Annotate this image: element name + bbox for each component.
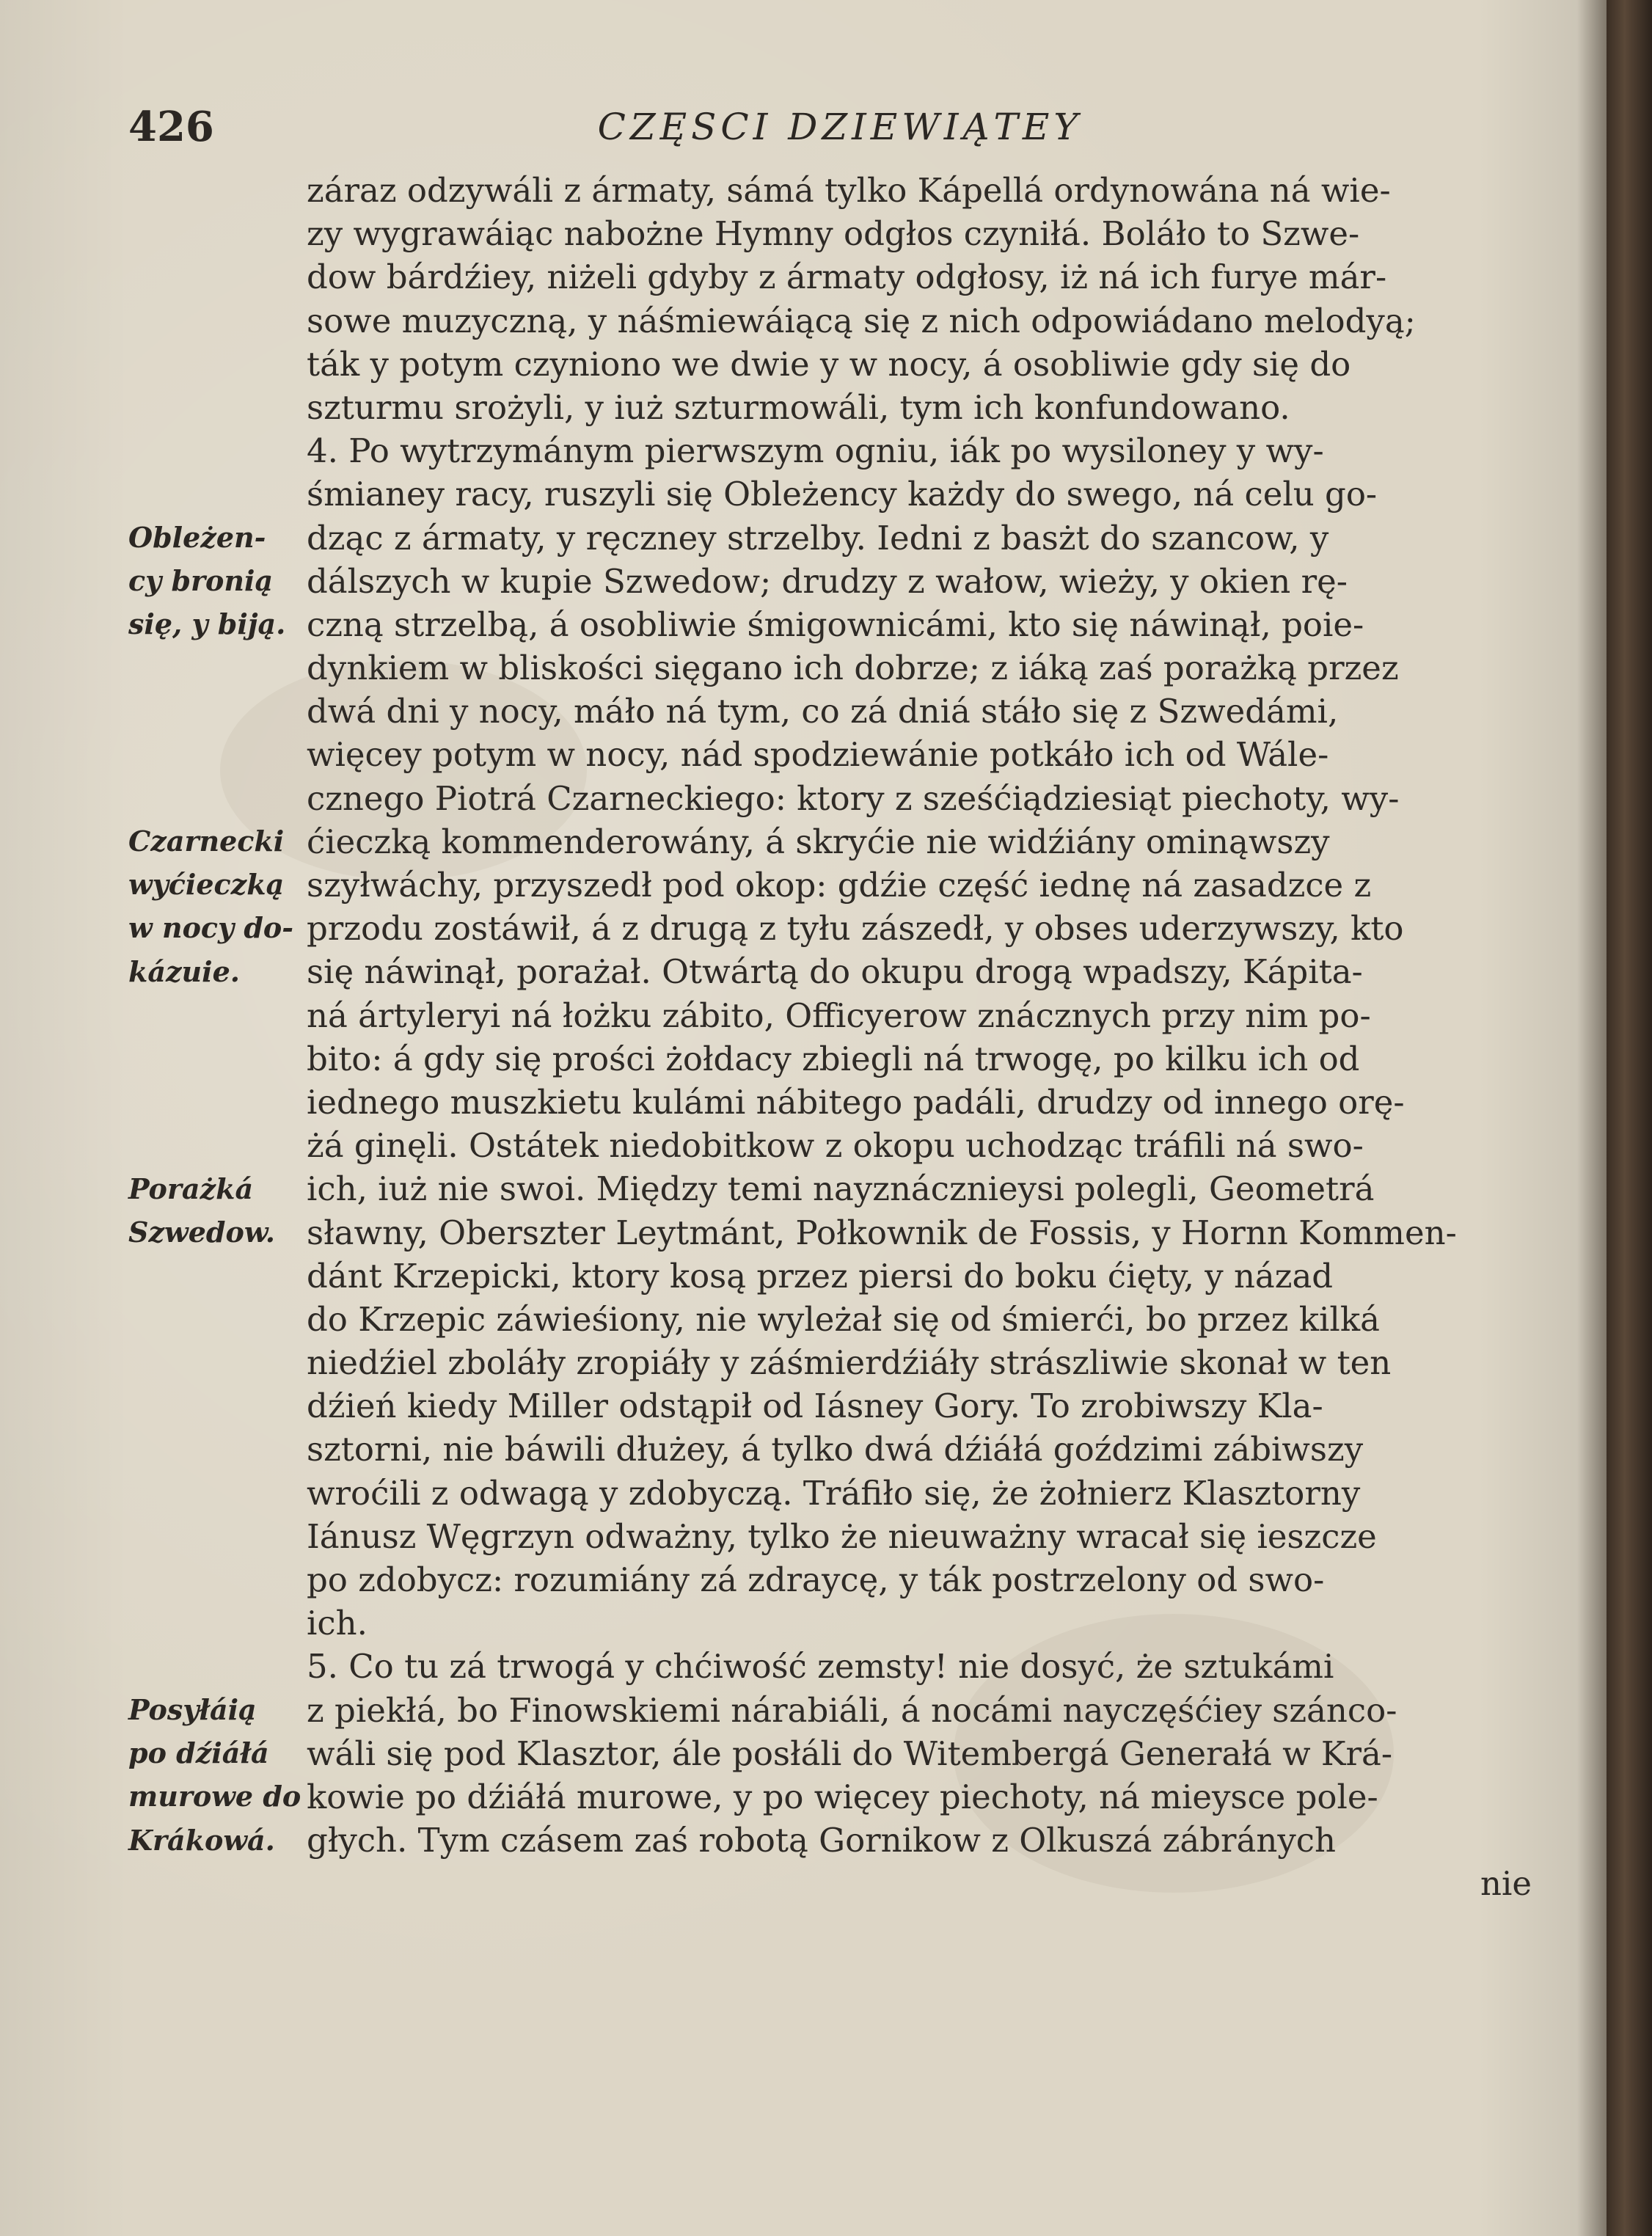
body-text <box>307 169 1532 1906</box>
text-line: żá ginęli. Ostátek niedobitkow z okopu uchodząc tráfili ná swo- <box>307 1126 1364 1166</box>
margin-note-line: się, y biją. <box>128 607 286 641</box>
margin-note-line: Obleżen- <box>128 521 266 554</box>
margin-note-obleze <box>128 516 304 646</box>
page-number: 426 <box>128 103 214 151</box>
text-line: głych. Tym czásem zaś robotą Gornikow z Olkuszá zábránych <box>307 1821 1336 1860</box>
running-title: CZĘSCI DZIEWIĄTEY <box>597 106 1083 148</box>
text-line: 5. Co tu zá trwogá y chćiwość zemsty! nie dosyć, że sztukámi <box>307 1647 1334 1687</box>
text-line: sławny, Oberszter Leytmánt, Połkownik de Fossis, y Hornn Kommen- <box>307 1213 1457 1252</box>
catchword: nie <box>1480 1864 1532 1904</box>
text-line: sowe muzyczną, y náśmiewáiącą się z nich odpowiádano melodyą; <box>307 301 1416 340</box>
text-line: z piekłá, bo Finowskiemi nárabiáli, á nocámi nayczęśćiey szánco- <box>307 1690 1397 1730</box>
margin-note-posylaja <box>128 1688 304 1862</box>
text-line: záraz odzywáli z ármaty, sámá tylko Kápellá ordynowána ná wie- <box>307 171 1391 210</box>
text-line: 4. Po wytrzymánym pierwszym ogniu, iák po wysiloney y wy- <box>307 431 1324 471</box>
margin-note-line: po dźiáłá <box>128 1736 269 1770</box>
text-line: więcey potym w nocy, nád spodziewánie potkáło ich od Wále- <box>307 735 1329 775</box>
text-line: wroćili z odwagą y zdobyczą. Tráfiło się, że żołnierz Klasztorny <box>307 1473 1361 1513</box>
text-line: dząc z ármaty, y ręczney strzelby. Iedni z basżt do szancow, y <box>307 518 1329 558</box>
text-line: ná ártyleryi ná łożku zábito, Officyerow znácznych przy nim po- <box>307 995 1371 1035</box>
text-line: ich. <box>307 1604 368 1643</box>
text-line: ták y potym czyniono we dwie y w nocy, á osobliwie gdy się do <box>307 344 1351 384</box>
running-head <box>128 103 1552 161</box>
margin-note-line: cy bronią <box>128 564 274 598</box>
margin-note-line: wyćieczką <box>128 868 285 902</box>
margin-note-line: Posyłáią <box>128 1693 257 1726</box>
text-line: Iánusz Węgrzyn odważny, tylko że nieuważny wracał się ieszcze <box>307 1516 1377 1556</box>
text-line: dźień kiedy Miller odstąpił od Iásney Gory. To zrobiwszy Kla- <box>307 1386 1323 1426</box>
text-line: dynkiem w bliskości sięgano ich dobrze; z iáką zaś porażką przez <box>307 648 1399 688</box>
text-line: do Krzepic záwieśiony, nie wyleżał się od śmierći, bo przez kilká <box>307 1299 1380 1339</box>
text-line: dálszych w kupie Szwedow; drudzy z wałow, wieży, y okien rę- <box>307 561 1348 601</box>
text-line: cznego Piotrá Czarneckiego: ktory z sześćiądziesiąt piechoty, wy- <box>307 778 1400 818</box>
text-line: wáli się pod Klasztor, ále posłáli do Witembergá Generałá w Krá- <box>307 1733 1393 1773</box>
margin-note-line: Czarnecki <box>128 825 285 858</box>
text-line: sztorni, nie báwili dłużey, á tylko dwá dźiáłá goździmi zábiwszy <box>307 1430 1364 1469</box>
text-line: niedźiel zboláły zropiáły y záśmierdźiáły strászliwie skonał w ten <box>307 1343 1392 1383</box>
adjacent-page-edge <box>1607 0 1652 2236</box>
text-line: zy wygrawáiąc nabożne Hymny odgłos czyniłá. Boláło to Szwe- <box>307 214 1360 254</box>
text-line: dow bárdźiey, niżeli gdyby z ármaty odgłosy, iż ná ich furye már- <box>307 257 1387 297</box>
page-gutter-shadow <box>1577 0 1607 2236</box>
margin-note-line: kázuie. <box>128 954 240 988</box>
margin-note-line: Porażká <box>128 1172 254 1205</box>
text-line: iednego muszkietu kulámi nábitego padáli, drudzy od innego orę- <box>307 1082 1405 1122</box>
text-line: czną strzelbą, á osobliwie śmigownicámi, kto się náwinął, poie- <box>307 604 1364 644</box>
margin-note-line: murowe do <box>128 1780 301 1813</box>
text-line: szyłwáchy, przyszedł pod okop: gdźie część iednę ná zasadzce z <box>307 866 1372 905</box>
text-line: bito: á gdy się prości żołdacy zbiegli ná trwogę, po kilku ich od <box>307 1039 1360 1078</box>
text-line: ćieczką kommenderowány, á skryćie nie widźiány ominąwszy <box>307 822 1330 861</box>
margin-note-porazka <box>128 1167 304 1254</box>
text-line: się náwinął, porażał. Otwártą do okupu drogą wpadszy, Kápita- <box>307 952 1363 992</box>
text-line: kowie po dźiáłá murowe, y po więcey piechoty, ná mieysce pole- <box>307 1777 1378 1816</box>
text-line: szturmu srożyli, y iuż szturmowáli, tym ich konfundowano. <box>307 387 1290 427</box>
text-line: ich, iuż nie swoi. Między temi nayznácznieysi polegli, Geometrá <box>307 1169 1375 1209</box>
text-line: dwá dni y nocy, máło ná tym, co zá dniá stáło się z Szwedámi, <box>307 692 1339 731</box>
margin-note-line: Krákowá. <box>128 1823 275 1857</box>
margin-note-line: Szwedow. <box>128 1216 275 1249</box>
margin-note-czarnecki <box>128 819 304 993</box>
text-line: po zdobycz: rozumiány zá zdraycę, y ták postrzelony od swo- <box>307 1560 1325 1599</box>
text-line: dánt Krzepicki, ktory kosą przez piersi do boku ćięty, y názad <box>307 1256 1334 1296</box>
margin-note-line: w nocy do- <box>128 911 294 945</box>
text-line: przodu zostáwił, á z drugą z tyłu zászedł, y obses uderzywszy, kto <box>307 909 1404 949</box>
text-line: śmianey racy, ruszyli się Obleżency każdy do swego, ná celu go- <box>307 475 1378 514</box>
